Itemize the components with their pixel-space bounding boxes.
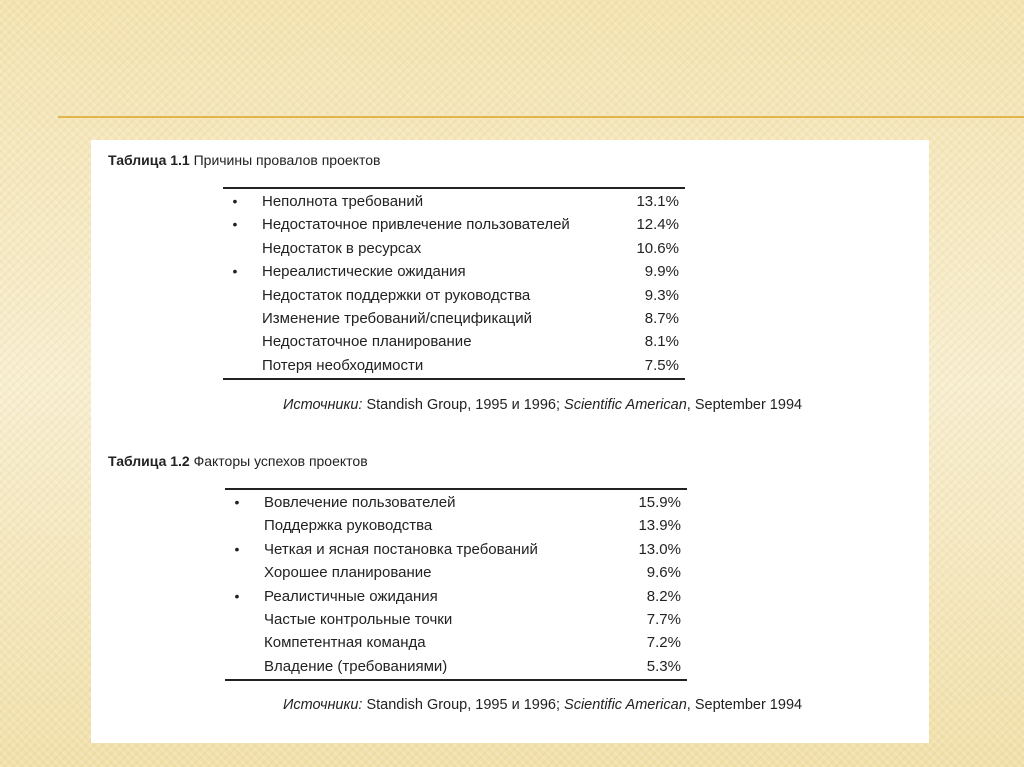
row-bullet: • bbox=[234, 540, 240, 557]
row-bullet: • bbox=[234, 494, 240, 510]
title-underline bbox=[58, 116, 1024, 118]
table-row bbox=[225, 491, 687, 514]
table-row bbox=[223, 237, 685, 260]
row-value: 8.2% bbox=[646, 587, 681, 605]
row-value: 15.9% bbox=[638, 494, 681, 511]
table-row bbox=[225, 608, 687, 631]
row-label: Изменение требований/спецификаций bbox=[262, 309, 533, 327]
source-label: Источники: bbox=[283, 397, 363, 413]
table2-caption bbox=[108, 453, 368, 469]
table1 bbox=[223, 187, 685, 380]
row-label: Четкая и ясная постановка требований bbox=[264, 540, 538, 558]
row-value: 8.1% bbox=[644, 333, 679, 351]
row-label: Хорошее планирование bbox=[264, 564, 432, 582]
row-label: Частые контрольные точки bbox=[264, 610, 453, 628]
table-row bbox=[223, 260, 685, 283]
row-value: 8.7% bbox=[644, 309, 679, 327]
source-label: Источники: bbox=[283, 697, 363, 713]
row-label: Недостаток в ресурсах bbox=[262, 239, 422, 257]
row-label: Недостаточное привлечение пользователей bbox=[262, 216, 570, 234]
row-value: 5.3% bbox=[646, 657, 681, 675]
row-label: Реалистичные ожидания bbox=[264, 587, 438, 605]
table-row bbox=[225, 655, 687, 678]
row-value: 10.6% bbox=[636, 239, 679, 257]
row-value: 9.9% bbox=[644, 263, 679, 281]
source-date: , September 1994 bbox=[686, 697, 803, 713]
table-row bbox=[225, 561, 687, 584]
table1-source bbox=[283, 397, 802, 413]
table2-caption-number: Таблица 1.2 bbox=[108, 453, 190, 469]
table2-caption-text: Факторы успехов проектов bbox=[193, 453, 368, 469]
row-label: Компетентная команда bbox=[264, 634, 426, 652]
source-date: , September 1994 bbox=[686, 397, 803, 413]
source-text: Standish Group, 1995 и 1996; bbox=[362, 397, 565, 413]
row-value: 13.1% bbox=[636, 193, 679, 210]
document-page bbox=[91, 140, 929, 743]
row-label: Неполнота требований bbox=[262, 193, 424, 210]
row-value: 9.3% bbox=[644, 286, 679, 304]
row-label: Недостаточное планирование bbox=[262, 333, 472, 351]
row-value: 7.5% bbox=[644, 356, 679, 374]
source-journal: Scientific American bbox=[564, 697, 687, 713]
table-row bbox=[225, 631, 687, 654]
row-value: 12.4% bbox=[636, 216, 679, 234]
row-bullet: • bbox=[232, 263, 238, 280]
row-value: 7.2% bbox=[646, 634, 681, 652]
row-label: Владение (требованиями) bbox=[264, 657, 448, 675]
table-row bbox=[225, 585, 687, 608]
row-value: 9.6% bbox=[646, 564, 681, 582]
table-row bbox=[223, 307, 685, 330]
source-text: Standish Group, 1995 и 1996; bbox=[362, 697, 565, 713]
row-bullet: • bbox=[232, 193, 238, 209]
table2 bbox=[225, 488, 687, 681]
source-journal: Scientific American bbox=[564, 397, 687, 413]
table-row bbox=[223, 284, 685, 307]
table-row bbox=[223, 354, 685, 377]
row-value: 7.7% bbox=[646, 610, 681, 628]
row-label: Поддержка руководства bbox=[264, 517, 433, 535]
table-row bbox=[223, 213, 685, 236]
row-bullet: • bbox=[232, 216, 238, 233]
table1-caption-text: Причины провалов проектов bbox=[193, 152, 381, 168]
table-row bbox=[223, 330, 685, 353]
row-label: Недостаток поддержки от руководства bbox=[262, 286, 531, 304]
table2-source bbox=[283, 697, 802, 713]
row-label: Вовлечение пользователей bbox=[264, 494, 456, 511]
row-value: 13.9% bbox=[638, 517, 681, 535]
row-label: Потеря необходимости bbox=[262, 356, 424, 374]
row-value: 13.0% bbox=[638, 540, 681, 558]
row-bullet: • bbox=[234, 587, 240, 604]
table-row bbox=[225, 514, 687, 537]
row-label: Нереалистические ожидания bbox=[262, 263, 466, 281]
table-row bbox=[225, 538, 687, 561]
table1-caption bbox=[108, 152, 380, 168]
table1-caption-number: Таблица 1.1 bbox=[108, 152, 190, 168]
table-row bbox=[223, 190, 685, 213]
